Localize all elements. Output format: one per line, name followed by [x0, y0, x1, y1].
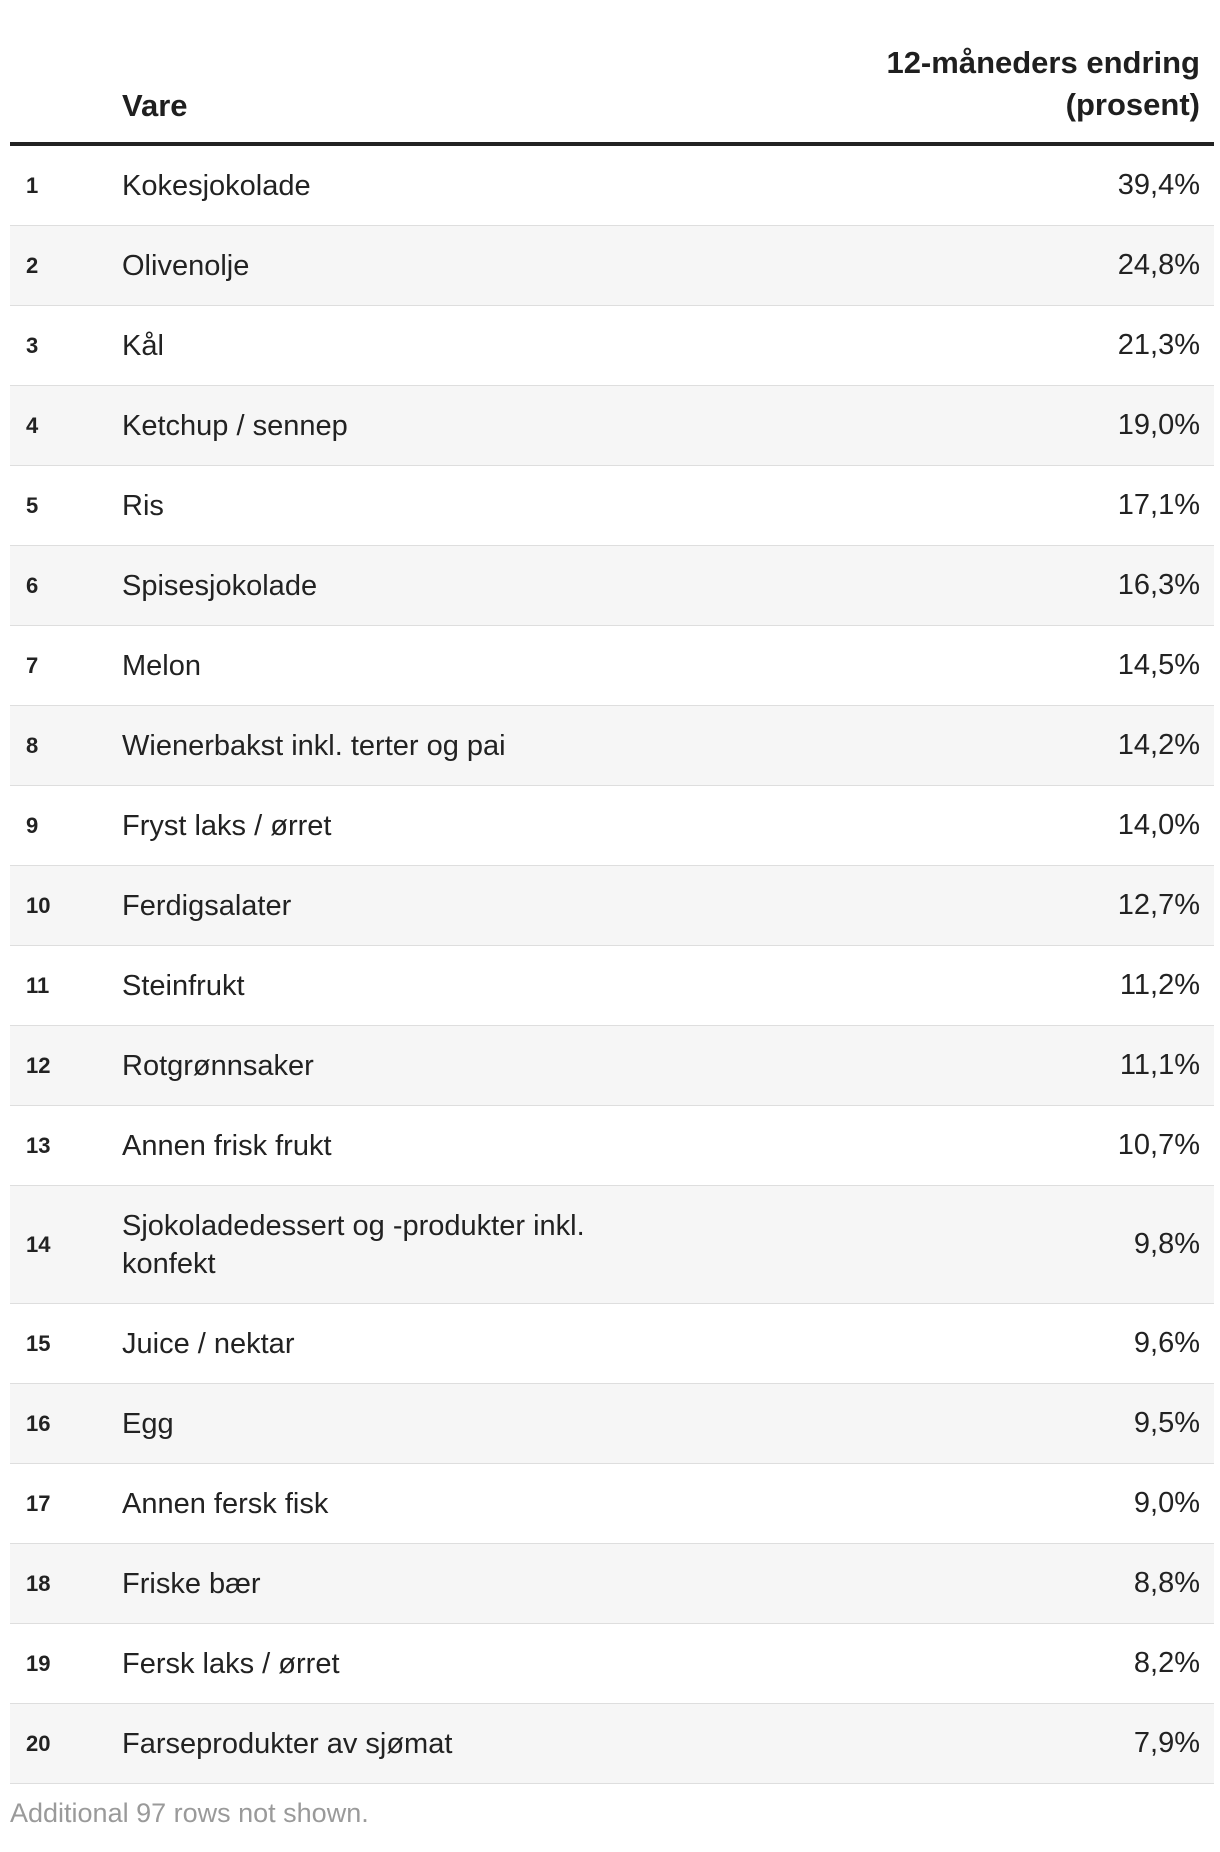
change-value-cell: 39,4% [1117, 169, 1200, 201]
column-header-item: Vare [122, 88, 188, 123]
item-cell: Fryst laks / ørret [122, 809, 332, 842]
change-value-cell: 9,0% [1133, 1487, 1200, 1519]
change-value-cell: 9,6% [1133, 1327, 1200, 1359]
table-row [10, 1624, 1214, 1704]
item-cell: Olivenolje [122, 249, 250, 282]
table-row [10, 386, 1214, 466]
data-table [10, 0, 1214, 1784]
rank-cell: 18 [26, 1570, 51, 1596]
table-row [10, 946, 1214, 1026]
rank-cell: 2 [26, 252, 39, 278]
rank-cell: 11 [26, 972, 50, 998]
item-cell: Farseprodukter av sjømat [122, 1727, 453, 1760]
item-cell: Ris [122, 489, 164, 522]
item-cell: Kål [122, 329, 164, 362]
change-value-cell: 9,5% [1133, 1407, 1200, 1439]
rank-cell: 1 [26, 172, 39, 198]
item-cell: Friske bær [122, 1567, 261, 1600]
table-row [10, 1384, 1214, 1464]
change-value-cell: 7,9% [1133, 1727, 1200, 1759]
item-cell: Egg [122, 1407, 174, 1440]
change-value-cell: 11,1% [1119, 1049, 1200, 1081]
table-row [10, 226, 1214, 306]
table-row [10, 306, 1214, 386]
item-cell: Sjokoladedessert og -produkter inkl. konfekt [122, 1209, 585, 1280]
change-value-cell: 17,1% [1117, 489, 1200, 521]
item-cell: Ferdigsalater [122, 889, 292, 922]
rank-cell: 19 [26, 1650, 51, 1676]
change-value-cell: 16,3% [1117, 569, 1200, 601]
item-cell: Annen fersk fisk [122, 1487, 329, 1520]
change-value-cell: 8,2% [1133, 1647, 1200, 1679]
change-value-cell: 8,8% [1133, 1567, 1200, 1599]
rank-cell: 12 [26, 1052, 51, 1078]
rank-cell: 17 [26, 1490, 51, 1516]
rank-cell: 16 [26, 1410, 51, 1436]
table-body [10, 146, 1214, 1784]
change-value-cell: 24,8% [1117, 249, 1200, 281]
rank-cell: 10 [26, 892, 51, 918]
column-header-change-line2: (prosent) [1065, 87, 1200, 122]
change-value-cell: 9,8% [1133, 1228, 1200, 1260]
table-row [10, 1304, 1214, 1384]
item-cell: Spisesjokolade [122, 569, 318, 602]
table-row [10, 626, 1214, 706]
item-cell: Fersk laks / ørret [122, 1647, 340, 1680]
item-cell: Ketchup / sennep [122, 409, 348, 442]
change-value-cell: 14,2% [1117, 729, 1200, 761]
rank-cell: 5 [26, 492, 39, 518]
footnote: Additional 97 rows not shown. [10, 1798, 369, 1828]
table-row [10, 1186, 1214, 1304]
item-cell: Melon [122, 649, 201, 682]
table-row [10, 1026, 1214, 1106]
table-row [10, 146, 1214, 226]
item-cell: Kokesjokolade [122, 169, 311, 202]
rank-cell: 6 [26, 572, 39, 598]
change-value-cell: 11,2% [1119, 969, 1200, 1001]
change-value-cell: 19,0% [1117, 409, 1200, 441]
rank-cell: 8 [26, 732, 39, 758]
rank-cell: 15 [26, 1330, 51, 1356]
column-header-change [780, 42, 1200, 126]
item-cell: Juice / nektar [122, 1327, 295, 1360]
table-row [10, 1106, 1214, 1186]
item-cell: Steinfrukt [122, 969, 245, 1002]
rank-cell: 7 [26, 652, 39, 678]
table-row [10, 466, 1214, 546]
item-cell: Annen frisk frukt [122, 1129, 332, 1162]
table-row [10, 706, 1214, 786]
rank-cell: 14 [26, 1231, 51, 1257]
change-value-cell: 10,7% [1117, 1129, 1200, 1161]
table-header [10, 0, 1214, 146]
table-row [10, 866, 1214, 946]
rank-cell: 3 [26, 332, 39, 358]
column-header-change-line1: 12-måneders endring [886, 45, 1200, 80]
change-value-cell: 14,0% [1117, 809, 1200, 841]
rank-cell: 20 [26, 1730, 51, 1756]
change-value-cell: 14,5% [1117, 649, 1200, 681]
change-value-cell: 21,3% [1117, 329, 1200, 361]
change-value-cell: 12,7% [1117, 889, 1200, 921]
table-row [10, 1544, 1214, 1624]
table-row [10, 546, 1214, 626]
rank-cell: 9 [26, 812, 39, 838]
table-row [10, 1464, 1214, 1544]
rank-cell: 4 [26, 412, 39, 438]
table-row [10, 786, 1214, 866]
item-cell: Wienerbakst inkl. terter og pai [122, 729, 506, 762]
rank-cell: 13 [26, 1132, 51, 1158]
item-cell: Rotgrønnsaker [122, 1049, 314, 1082]
table-row [10, 1704, 1214, 1784]
